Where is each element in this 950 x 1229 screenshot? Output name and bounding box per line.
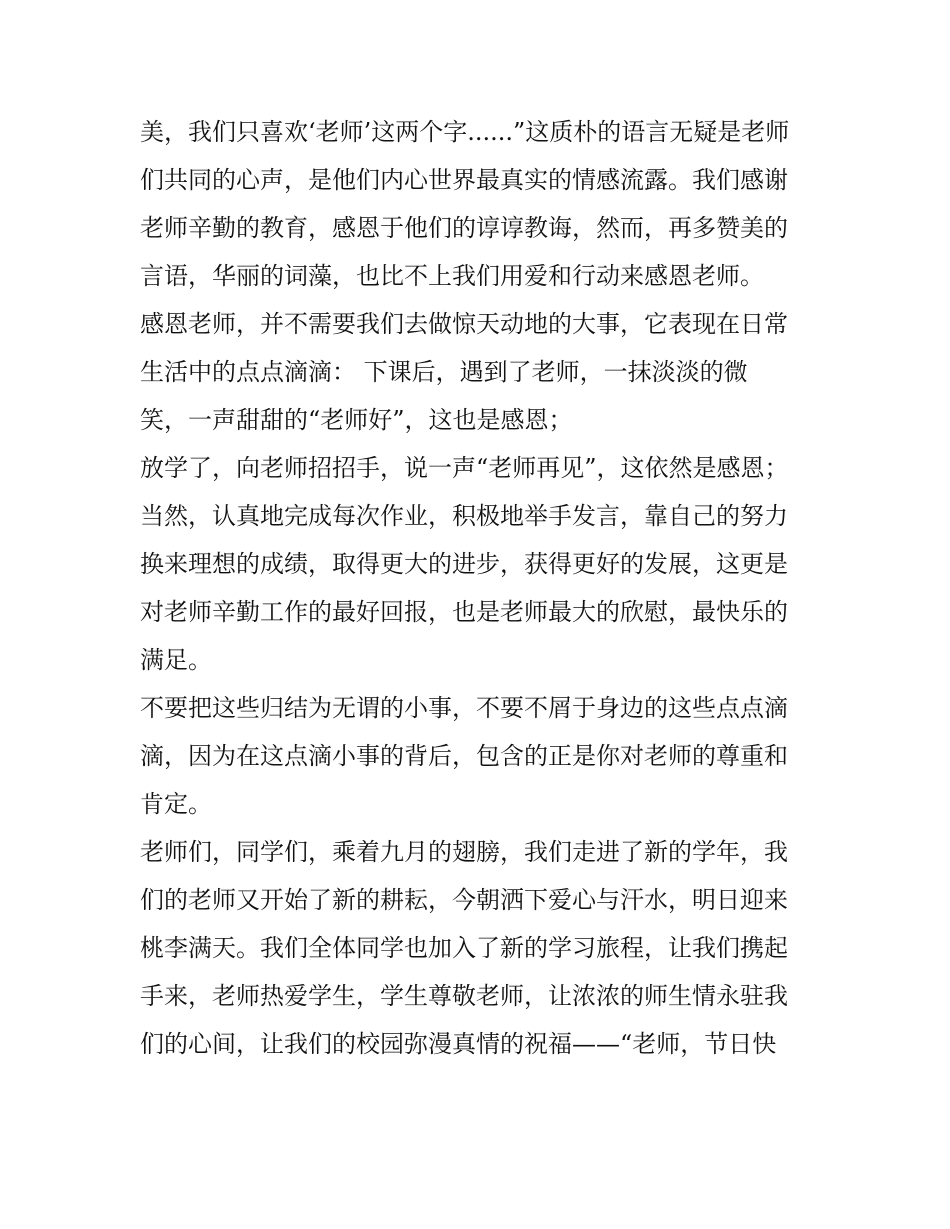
text-line: 手来，老师热爱学生，学生尊敬老师，让浓浓的师生情永驻我 xyxy=(140,982,788,1010)
text-line: 老师辛勤的教育，感恩于他们的谆谆教诲，然而，再多赞美的 xyxy=(140,214,788,242)
text-line: 放学了，向老师招招手，说一声“老师再见”，这依然是感恩； xyxy=(140,454,789,482)
text-line: 对老师辛勤工作的最好回报，也是老师最大的欣慰，最快乐的 xyxy=(140,598,788,626)
text-line: 桃李满天。我们全体同学也加入了新的学习旅程，让我们携起 xyxy=(140,934,788,962)
text-line: 生活中的点点滴滴： 下课后，遇到了老师，一抹淡淡的微 xyxy=(140,358,748,386)
text-line: 们的心间，让我们的校园弥漫真情的祝福——“老师，节日快 xyxy=(140,1030,777,1058)
document-text xyxy=(140,108,820,1068)
text-line: 言语，华丽的词藻，也比不上我们用爱和行动来感恩老师。 xyxy=(140,262,764,290)
text-line: 肯定。 xyxy=(140,790,212,818)
text-line: 美，我们只喜欢‘老师’这两个字......”这质朴的语言无疑是老师 xyxy=(140,118,790,146)
text-line: 满足。 xyxy=(140,646,212,674)
text-line: 当然，认真地完成每次作业，积极地举手发言，靠自己的努力 xyxy=(140,502,788,530)
text-line: 换来理想的成绩，取得更大的进步，获得更好的发展，这更是 xyxy=(140,550,788,578)
text-line: 们共同的心声，是他们内心世界最真实的情感流露。我们感谢 xyxy=(140,166,788,194)
text-line: 感恩老师，并不需要我们去做惊天动地的大事，它表现在日常 xyxy=(140,310,788,338)
text-line: 笑，一声甜甜的“老师好”，这也是感恩； xyxy=(140,406,573,434)
text-line: 们的老师又开始了新的耕耘，今朝洒下爱心与汗水，明日迎来 xyxy=(140,886,788,914)
text-line: 老师们，同学们，乘着九月的翅膀，我们走进了新的学年，我 xyxy=(140,838,788,866)
text-line: 滴，因为在这点滴小事的背后，包含的正是你对老师的尊重和 xyxy=(140,742,788,770)
text-line: 不要把这些归结为无谓的小事，不要不屑于身边的这些点点滴 xyxy=(140,694,788,722)
